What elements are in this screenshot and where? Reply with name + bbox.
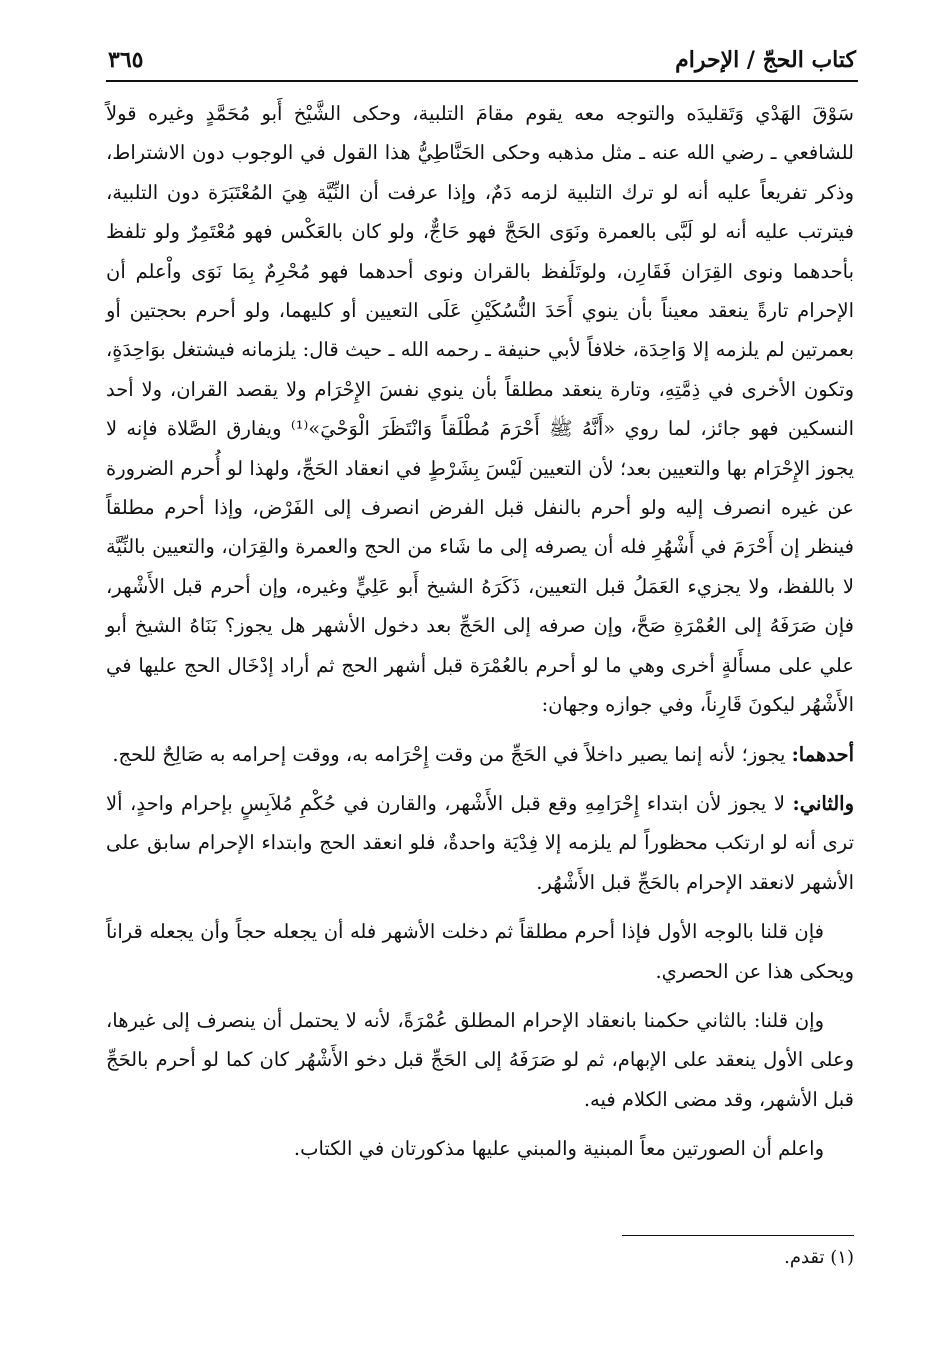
- paragraph-lead: والثاني:: [792, 791, 854, 815]
- paragraph-3: [106, 784, 854, 902]
- paragraph-2: [106, 735, 854, 774]
- paragraph-text: سَوْقَ الهَدْي وَتَقليدَه والتوجه معه يقوم مقامَ التلبية، وحكى الشَّيْخ أَبو مُحَمَّدٍ وغيره قولاً للشافعي ـ رضي الله عنه ـ مثل مذهبه وحكى الحَنَّاطِيُّ هذا القول في الوجوب دون الاشتراط، وذكر تفريعاً عليه أنه لو ترك التلبية لزمه دَمٌ، وإذا عرفت أن النِّيَّة هِيَ المُعْتَبَرَة دون التلبية، فيترتب عليه أنه لو لَبَّى بالعمرة ونَوَى الحَجَّ فهو حَاجٌّ، ولو كان بالعَكْس فهو مُعْتَمِرٌ ولو تلفظ بأحدهما ونوى القِرَان فَقَارِن، ولوتَلَفظ بالقران ونوى أحدهما فهو مُحْرِمٌ بِمَا نَوَى واْعلم أن الإحرام تارةً ينعقد معيناً بأن ينوي أَحَدَ النُّسُكَيْنِ عَلَى التعيين أو كليهما، ولو أحرم بحجتين أو بعمرتين لم يلزمه إلا وَاحِدَة، خلافاً لأبي حنيفة ـ رحمه الله ـ حيث قال: يلزمانه فيشتغل بوَاحِدَةٍ، وتكون الأخرى في ذِمَّتِهِ، وتارة ينعقد مطلقاً بأن ينوي نفسَ الإِحْرَام ولا يقصد القران، ولا أحد النسكين فهو جائز، لما روي «أَنَّهُ ﷺ أَحْرَمَ مُطْلَقاً وَانْتَظَرَ الْوَحْيَ»⁽¹⁾ ويفارق الصَّلاة فإنه لا يجوز الإِحْرَام بها والتعيين بعد؛ لأن التعيين لَيْسَ بِشَرْطٍ في انعقاد الحَجِّ، ولهذا لو أُحرم الضرورة عن غيره انصرف إليه ولو أحرم بالنفل قبل الفرض انصرف إلى الفَرْض، وإذا أحرم مطلقاً فينظر إن أَحْرَمَ في أَشْهُرِ فله أن يصرفه إلى ما شَاء من الحج والعمرة والقِرَان، والتعيين بالنِّيَّة لا باللفظ، ولا يجزيء العَمَلُ قبل التعيين، ذَكَرَهُ الشيخ أَبو عَلِيٍّ وغيره، وإن أحرم قبل الأَشْهر، فإن صَرَفَهُ إلى العُمْرَةِ صَحَّ، وإن صرفه إلى الحَجِّ بعد دخول الأشهر هل يجوز؟ بَنَاهُ الشيخ أبو علي على مسأَلةٍ أخرى وهي ما لو أحرم بالعُمْرَة قبل أشهر الحج ثم أراد إدْخَال الحج عليها في الأَشْهُر ليكونَ قَارِناً، وفي جوازه وجهان:: [106, 102, 855, 717]
- chapter-title: كتاب الحجّ / الإحرام: [675, 47, 856, 73]
- paragraph-lead: أحدهما:: [791, 742, 854, 766]
- paragraph-text: وإن قلنا: بالثاني حكمنا بانعقاد الإحرام المطلق عُمْرَةً، لأنه لا يحتمل أن ينصرف إلى غيرها، وعلى الأول ينعقد على الإبهام، ثم لو صَرَفَهُ إلى الحَجِّ قبل دخو الأَشْهُر كان كما لو أحرم بالحَجِّ قبل الأشهر، وقد مضى الكلام فيه.: [106, 1008, 854, 1111]
- paragraph-text: يجوز؛ لأنه إنما يصير داخلاً في الحَجِّ من وقت إِحْرَامه به، ووقت إحرامه به صَالِحٌ للحج.: [112, 742, 792, 766]
- header-rule: [106, 80, 858, 82]
- paragraph-text: فإن قلنا بالوجه الأول فإذا أحرم مطلقاً ثم دخلت الأشهر فله أن يجعله حجاً وأن يجعله قراناً ويحكى هذا عن الحصري.: [106, 920, 854, 983]
- running-header: [108, 40, 856, 80]
- footnote: (١) تقدم.: [784, 1247, 854, 1268]
- paragraph-text: لا يجوز لأن ابتداء إِحْرَامِهِ وقع قبل الأَشْهر، والقارن في حُكْمِ مُلاَبِسٍ بإحرام واحدٍ، ألا ترى أنه لو ارتكب محظوراً لم يلزمه إلا فِدْيَة واحدةٌ، فلو انعقد الحج وابتداء الإحرام سابق على الأشهر لانعقد الإحرام بالحَجِّ قبل الأَشْهُر.: [106, 791, 854, 894]
- paragraph-6: [106, 1129, 854, 1168]
- main-text: [106, 94, 854, 1169]
- page-number: ٣٦٥: [108, 47, 144, 73]
- paragraph-5: [106, 1001, 854, 1119]
- footnote-rule: [622, 1235, 854, 1236]
- paragraph-4: [106, 912, 854, 991]
- paragraph-1: [106, 94, 854, 725]
- paragraph-text: واعلم أن الصورتين معاً المبنية والمبني عليها مذكورتان في الكتاب.: [293, 1137, 824, 1161]
